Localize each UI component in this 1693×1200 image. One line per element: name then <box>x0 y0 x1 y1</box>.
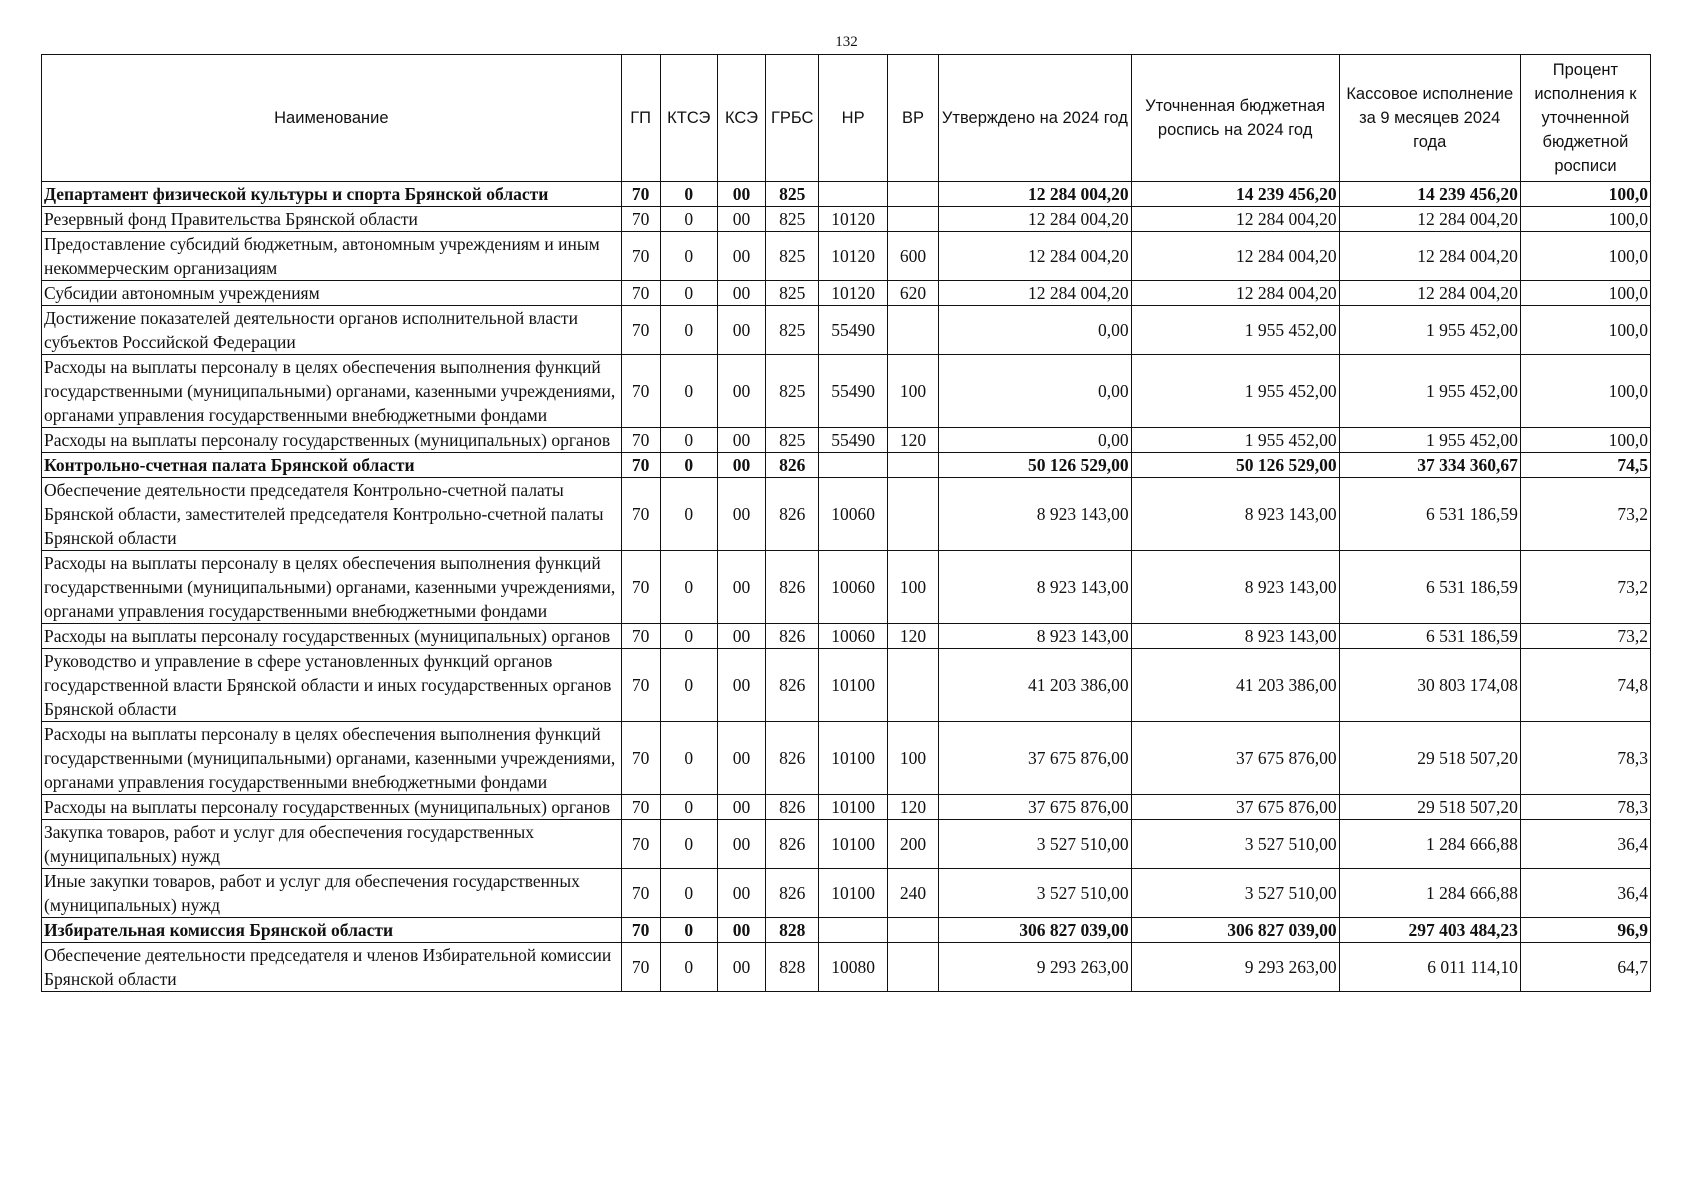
cell-gp: 70 <box>621 795 660 820</box>
cell-name: Расходы на выплаты персоналу в целях обеспечения выполнения функций государственными (муниципальными) органами, казенными учреждениями, органами управления государственными внебюджетными фондами <box>42 355 622 428</box>
header-name: Наименование <box>42 55 622 182</box>
cell-refined: 3 527 510,00 <box>1131 820 1339 869</box>
cell-percent: 74,8 <box>1520 649 1650 722</box>
table-row <box>42 624 1651 649</box>
table-body <box>42 182 1651 992</box>
cell-gp: 70 <box>621 918 660 943</box>
cell-grbs: 828 <box>766 943 819 992</box>
cell-percent: 73,2 <box>1520 551 1650 624</box>
header-approved: Утверждено на 2024 год <box>939 55 1132 182</box>
cell-approved: 3 527 510,00 <box>939 820 1132 869</box>
cell-refined: 14 239 456,20 <box>1131 182 1339 207</box>
cell-vr: 600 <box>887 232 938 281</box>
cell-ktse: 0 <box>660 182 717 207</box>
cell-approved: 50 126 529,00 <box>939 453 1132 478</box>
cell-ktse: 0 <box>660 453 717 478</box>
table-row <box>42 478 1651 551</box>
cell-name: Расходы на выплаты персоналу государственных (муниципальных) органов <box>42 624 622 649</box>
cell-ktse: 0 <box>660 428 717 453</box>
cell-vr: 120 <box>887 428 938 453</box>
cell-nr: 55490 <box>819 428 888 453</box>
cell-approved: 41 203 386,00 <box>939 649 1132 722</box>
cell-ktse: 0 <box>660 478 717 551</box>
cell-nr: 10120 <box>819 232 888 281</box>
table-row <box>42 306 1651 355</box>
table-row <box>42 551 1651 624</box>
cell-approved: 37 675 876,00 <box>939 722 1132 795</box>
header-kse: КСЭ <box>717 55 765 182</box>
cell-ktse: 0 <box>660 795 717 820</box>
cell-kse: 00 <box>717 869 765 918</box>
cell-nr: 10080 <box>819 943 888 992</box>
cell-executed: 14 239 456,20 <box>1339 182 1520 207</box>
cell-refined: 37 675 876,00 <box>1131 795 1339 820</box>
cell-kse: 00 <box>717 428 765 453</box>
cell-kse: 00 <box>717 182 765 207</box>
cell-ktse: 0 <box>660 232 717 281</box>
cell-approved: 0,00 <box>939 306 1132 355</box>
cell-kse: 00 <box>717 478 765 551</box>
budget-table <box>41 54 1651 992</box>
cell-executed: 1 284 666,88 <box>1339 869 1520 918</box>
table-row <box>42 795 1651 820</box>
cell-grbs: 825 <box>766 428 819 453</box>
cell-percent: 64,7 <box>1520 943 1650 992</box>
cell-refined: 41 203 386,00 <box>1131 649 1339 722</box>
header-percent: Процент исполнения к уточненной бюджетной росписи <box>1520 55 1650 182</box>
cell-name: Руководство и управление в сфере установленных функций органов государственной власти Брянской области и иных государственных органов Брянской области <box>42 649 622 722</box>
cell-executed: 1 284 666,88 <box>1339 820 1520 869</box>
cell-vr: 200 <box>887 820 938 869</box>
table-row <box>42 649 1651 722</box>
cell-gp: 70 <box>621 182 660 207</box>
cell-executed: 6 531 186,59 <box>1339 478 1520 551</box>
header-refined: Уточненная бюджетная роспись на 2024 год <box>1131 55 1339 182</box>
table-row <box>42 207 1651 232</box>
table-row <box>42 869 1651 918</box>
cell-vr <box>887 478 938 551</box>
cell-approved: 37 675 876,00 <box>939 795 1132 820</box>
cell-refined: 3 527 510,00 <box>1131 869 1339 918</box>
cell-name: Иные закупки товаров, работ и услуг для обеспечения государственных (муниципальных) нужд <box>42 869 622 918</box>
cell-nr: 10060 <box>819 551 888 624</box>
cell-gp: 70 <box>621 649 660 722</box>
cell-vr: 100 <box>887 551 938 624</box>
cell-ktse: 0 <box>660 820 717 869</box>
cell-nr: 10060 <box>819 624 888 649</box>
cell-nr: 10100 <box>819 722 888 795</box>
cell-nr: 10100 <box>819 820 888 869</box>
cell-gp: 70 <box>621 428 660 453</box>
table-header-row <box>42 55 1651 182</box>
cell-executed: 30 803 174,08 <box>1339 649 1520 722</box>
cell-gp: 70 <box>621 355 660 428</box>
header-executed: Кассовое исполнение за 9 месяцев 2024 года <box>1339 55 1520 182</box>
cell-approved: 8 923 143,00 <box>939 624 1132 649</box>
cell-executed: 12 284 004,20 <box>1339 281 1520 306</box>
cell-kse: 00 <box>717 232 765 281</box>
cell-gp: 70 <box>621 943 660 992</box>
cell-vr: 100 <box>887 722 938 795</box>
cell-executed: 1 955 452,00 <box>1339 355 1520 428</box>
cell-percent: 100,0 <box>1520 182 1650 207</box>
cell-approved: 306 827 039,00 <box>939 918 1132 943</box>
cell-grbs: 826 <box>766 795 819 820</box>
cell-kse: 00 <box>717 551 765 624</box>
cell-name: Достижение показателей деятельности органов исполнительной власти субъектов Российской Федерации <box>42 306 622 355</box>
cell-name: Резервный фонд Правительства Брянской области <box>42 207 622 232</box>
cell-gp: 70 <box>621 624 660 649</box>
cell-ktse: 0 <box>660 355 717 428</box>
cell-grbs: 825 <box>766 232 819 281</box>
cell-nr: 10120 <box>819 281 888 306</box>
cell-ktse: 0 <box>660 281 717 306</box>
cell-refined: 1 955 452,00 <box>1131 428 1339 453</box>
cell-approved: 12 284 004,20 <box>939 207 1132 232</box>
cell-kse: 00 <box>717 207 765 232</box>
cell-kse: 00 <box>717 795 765 820</box>
cell-nr: 55490 <box>819 306 888 355</box>
table-row <box>42 820 1651 869</box>
cell-approved: 12 284 004,20 <box>939 232 1132 281</box>
cell-ktse: 0 <box>660 918 717 943</box>
cell-refined: 8 923 143,00 <box>1131 624 1339 649</box>
cell-vr <box>887 306 938 355</box>
cell-gp: 70 <box>621 207 660 232</box>
cell-percent: 78,3 <box>1520 795 1650 820</box>
cell-ktse: 0 <box>660 869 717 918</box>
cell-grbs: 825 <box>766 281 819 306</box>
cell-executed: 6 531 186,59 <box>1339 551 1520 624</box>
cell-grbs: 826 <box>766 869 819 918</box>
cell-executed: 1 955 452,00 <box>1339 306 1520 355</box>
cell-gp: 70 <box>621 232 660 281</box>
cell-kse: 00 <box>717 355 765 428</box>
cell-vr <box>887 207 938 232</box>
cell-name: Расходы на выплаты персоналу государственных (муниципальных) органов <box>42 428 622 453</box>
cell-name: Расходы на выплаты персоналу в целях обеспечения выполнения функций государственными (муниципальными) органами, казенными учреждениями, органами управления государственными внебюджетными фондами <box>42 551 622 624</box>
cell-ktse: 0 <box>660 624 717 649</box>
cell-refined: 9 293 263,00 <box>1131 943 1339 992</box>
cell-percent: 36,4 <box>1520 869 1650 918</box>
cell-refined: 1 955 452,00 <box>1131 306 1339 355</box>
table-row <box>42 355 1651 428</box>
cell-refined: 37 675 876,00 <box>1131 722 1339 795</box>
cell-name: Контрольно-счетная палата Брянской области <box>42 453 622 478</box>
cell-ktse: 0 <box>660 551 717 624</box>
cell-executed: 6 011 114,10 <box>1339 943 1520 992</box>
cell-percent: 74,5 <box>1520 453 1650 478</box>
cell-gp: 70 <box>621 722 660 795</box>
cell-name: Субсидии автономным учреждениям <box>42 281 622 306</box>
table-row <box>42 918 1651 943</box>
cell-name: Обеспечение деятельности председателя и членов Избирательной комиссии Брянской области <box>42 943 622 992</box>
cell-ktse: 0 <box>660 649 717 722</box>
cell-nr <box>819 918 888 943</box>
cell-refined: 50 126 529,00 <box>1131 453 1339 478</box>
cell-grbs: 825 <box>766 355 819 428</box>
cell-executed: 29 518 507,20 <box>1339 722 1520 795</box>
table-row <box>42 943 1651 992</box>
cell-kse: 00 <box>717 306 765 355</box>
cell-approved: 12 284 004,20 <box>939 281 1132 306</box>
cell-percent: 96,9 <box>1520 918 1650 943</box>
header-ktse: КТСЭ <box>660 55 717 182</box>
cell-approved: 9 293 263,00 <box>939 943 1132 992</box>
cell-refined: 1 955 452,00 <box>1131 355 1339 428</box>
cell-grbs: 828 <box>766 918 819 943</box>
cell-vr: 240 <box>887 869 938 918</box>
cell-vr <box>887 182 938 207</box>
table-row <box>42 281 1651 306</box>
cell-kse: 00 <box>717 453 765 478</box>
cell-approved: 8 923 143,00 <box>939 478 1132 551</box>
cell-ktse: 0 <box>660 943 717 992</box>
cell-name: Расходы на выплаты персоналу государственных (муниципальных) органов <box>42 795 622 820</box>
cell-nr: 10100 <box>819 649 888 722</box>
cell-vr <box>887 943 938 992</box>
cell-nr: 10100 <box>819 795 888 820</box>
cell-ktse: 0 <box>660 306 717 355</box>
cell-nr: 55490 <box>819 355 888 428</box>
cell-percent: 78,3 <box>1520 722 1650 795</box>
cell-percent: 73,2 <box>1520 624 1650 649</box>
cell-approved: 0,00 <box>939 355 1132 428</box>
cell-percent: 100,0 <box>1520 232 1650 281</box>
cell-name: Закупка товаров, работ и услуг для обеспечения государственных (муниципальных) нужд <box>42 820 622 869</box>
cell-percent: 73,2 <box>1520 478 1650 551</box>
header-grbs: ГРБС <box>766 55 819 182</box>
cell-vr <box>887 649 938 722</box>
cell-executed: 1 955 452,00 <box>1339 428 1520 453</box>
cell-percent: 100,0 <box>1520 355 1650 428</box>
cell-refined: 12 284 004,20 <box>1131 232 1339 281</box>
cell-kse: 00 <box>717 943 765 992</box>
cell-grbs: 825 <box>766 182 819 207</box>
cell-grbs: 826 <box>766 478 819 551</box>
table-row <box>42 722 1651 795</box>
cell-executed: 12 284 004,20 <box>1339 207 1520 232</box>
cell-approved: 3 527 510,00 <box>939 869 1132 918</box>
cell-gp: 70 <box>621 820 660 869</box>
cell-gp: 70 <box>621 281 660 306</box>
cell-nr: 10060 <box>819 478 888 551</box>
table-row <box>42 453 1651 478</box>
cell-nr <box>819 453 888 478</box>
cell-gp: 70 <box>621 306 660 355</box>
cell-executed: 6 531 186,59 <box>1339 624 1520 649</box>
cell-refined: 12 284 004,20 <box>1131 207 1339 232</box>
cell-kse: 00 <box>717 820 765 869</box>
cell-executed: 29 518 507,20 <box>1339 795 1520 820</box>
cell-executed: 297 403 484,23 <box>1339 918 1520 943</box>
cell-grbs: 826 <box>766 551 819 624</box>
cell-kse: 00 <box>717 281 765 306</box>
cell-executed: 12 284 004,20 <box>1339 232 1520 281</box>
cell-gp: 70 <box>621 478 660 551</box>
cell-percent: 100,0 <box>1520 306 1650 355</box>
header-gp: ГП <box>621 55 660 182</box>
cell-percent: 36,4 <box>1520 820 1650 869</box>
cell-percent: 100,0 <box>1520 428 1650 453</box>
cell-kse: 00 <box>717 649 765 722</box>
cell-refined: 8 923 143,00 <box>1131 478 1339 551</box>
cell-approved: 0,00 <box>939 428 1132 453</box>
cell-vr: 100 <box>887 355 938 428</box>
cell-percent: 100,0 <box>1520 207 1650 232</box>
cell-grbs: 826 <box>766 649 819 722</box>
cell-nr: 10100 <box>819 869 888 918</box>
cell-percent: 100,0 <box>1520 281 1650 306</box>
cell-name: Обеспечение деятельности председателя Контрольно-счетной палаты Брянской области, заместителей председателя Контрольно-счетной палаты Брянской области <box>42 478 622 551</box>
header-vr: ВР <box>887 55 938 182</box>
cell-gp: 70 <box>621 551 660 624</box>
table-row <box>42 182 1651 207</box>
cell-name: Расходы на выплаты персоналу в целях обеспечения выполнения функций государственными (муниципальными) органами, казенными учреждениями, органами управления государственными внебюджетными фондами <box>42 722 622 795</box>
cell-grbs: 825 <box>766 207 819 232</box>
cell-vr: 620 <box>887 281 938 306</box>
cell-vr <box>887 453 938 478</box>
cell-refined: 306 827 039,00 <box>1131 918 1339 943</box>
cell-nr <box>819 182 888 207</box>
cell-ktse: 0 <box>660 722 717 795</box>
cell-vr: 120 <box>887 624 938 649</box>
cell-nr: 10120 <box>819 207 888 232</box>
cell-executed: 37 334 360,67 <box>1339 453 1520 478</box>
table-row <box>42 428 1651 453</box>
cell-name: Избирательная комиссия Брянской области <box>42 918 622 943</box>
cell-grbs: 826 <box>766 453 819 478</box>
page-number: 132 <box>835 34 858 50</box>
cell-approved: 8 923 143,00 <box>939 551 1132 624</box>
cell-gp: 70 <box>621 869 660 918</box>
cell-kse: 00 <box>717 918 765 943</box>
cell-kse: 00 <box>717 624 765 649</box>
cell-name: Предоставление субсидий бюджетным, автономным учреждениям и иным некоммерческим организациям <box>42 232 622 281</box>
cell-ktse: 0 <box>660 207 717 232</box>
cell-approved: 12 284 004,20 <box>939 182 1132 207</box>
cell-refined: 12 284 004,20 <box>1131 281 1339 306</box>
cell-vr: 120 <box>887 795 938 820</box>
header-nr: НР <box>819 55 888 182</box>
cell-gp: 70 <box>621 453 660 478</box>
cell-refined: 8 923 143,00 <box>1131 551 1339 624</box>
cell-grbs: 826 <box>766 820 819 869</box>
cell-kse: 00 <box>717 722 765 795</box>
cell-vr <box>887 918 938 943</box>
cell-name: Департамент физической культуры и спорта Брянской области <box>42 182 622 207</box>
cell-grbs: 826 <box>766 624 819 649</box>
cell-grbs: 826 <box>766 722 819 795</box>
table-row <box>42 232 1651 281</box>
cell-grbs: 825 <box>766 306 819 355</box>
